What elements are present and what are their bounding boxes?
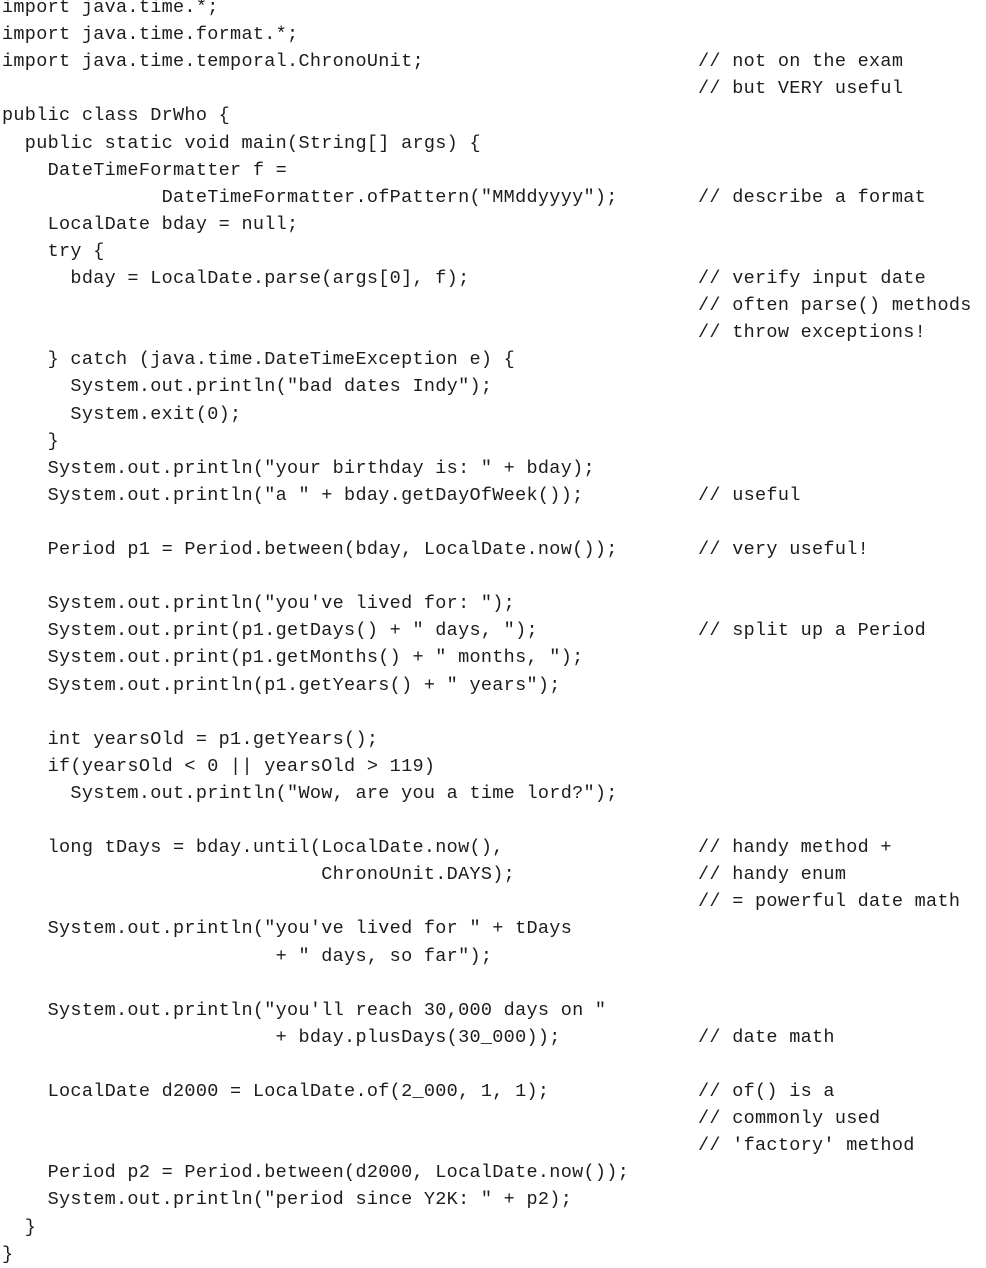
- code-line: [0, 292, 986, 319]
- code-text: }: [2, 1243, 14, 1265]
- code-line: [0, 48, 986, 75]
- code-text: + bday.plusDays(30_000));: [2, 1026, 561, 1048]
- code-line: [0, 509, 986, 536]
- code-line: [0, 482, 986, 509]
- code-text: + " days, so far");: [2, 945, 493, 967]
- code-line: [0, 834, 986, 861]
- code-line: [0, 699, 986, 726]
- code-line: [0, 21, 986, 48]
- code-text: System.out.print(p1.getMonths() + " months, ");: [2, 647, 584, 669]
- code-comment: // often parse() methods: [698, 295, 972, 317]
- code-line: [0, 373, 986, 400]
- code-text: if(yearsOld < 0 || yearsOld > 119): [2, 755, 436, 777]
- code-text: long tDays = bday.until(LocalDate.now(),: [2, 837, 504, 859]
- code-line: [0, 1132, 986, 1159]
- code-line: [0, 617, 986, 644]
- code-text: Period p1 = Period.between(bday, LocalDate.now());: [2, 539, 618, 560]
- code-line: [0, 672, 986, 699]
- code-comment: // describe a format: [698, 186, 927, 208]
- code-text: DateTimeFormatter f =: [2, 159, 288, 181]
- code-text: public static void main(String[] args) {: [2, 132, 481, 154]
- code-comment: // verify input date: [698, 268, 927, 289]
- code-text: public class DrWho {: [2, 105, 231, 127]
- code-text: import java.time.temporal.ChronoUnit;: [2, 51, 424, 73]
- code-line: [0, 211, 986, 238]
- code-comment: // useful: [698, 484, 801, 506]
- code-line: [0, 590, 986, 617]
- code-line: [0, 157, 986, 184]
- code-line: [0, 807, 986, 834]
- code-line: [0, 1024, 986, 1051]
- code-text: try {: [2, 240, 105, 262]
- code-text: System.out.print(p1.getDays() + " days, ");: [2, 620, 538, 642]
- code-line: [0, 1241, 986, 1268]
- code-text: }: [2, 430, 60, 452]
- code-line: [0, 265, 986, 292]
- code-line: [0, 915, 986, 942]
- code-comment: // commonly used: [698, 1108, 881, 1130]
- code-line: [0, 75, 986, 102]
- code-text: LocalDate bday = null;: [2, 213, 299, 235]
- code-line: [0, 563, 986, 590]
- code-line: [0, 0, 986, 21]
- code-text: ChronoUnit.DAYS);: [2, 864, 516, 886]
- code-line: [0, 1105, 986, 1132]
- code-line: [0, 888, 986, 915]
- code-line: [0, 1186, 986, 1213]
- code-text: System.out.println("Wow, are you a time lord?");: [2, 782, 618, 804]
- code-text: bday = LocalDate.parse(args[0], f);: [2, 268, 470, 289]
- code-text: int yearsOld = p1.getYears();: [2, 728, 379, 750]
- code-text: System.exit(0);: [2, 403, 242, 425]
- code-text: } catch (java.time.DateTimeException e) {: [2, 349, 516, 371]
- code-comment: // 'factory' method: [698, 1135, 915, 1157]
- code-line: [0, 1051, 986, 1078]
- code-text: Period p2 = Period.between(d2000, LocalDate.now());: [2, 1162, 630, 1184]
- code-text: System.out.println(p1.getYears() + " years");: [2, 674, 561, 696]
- code-comment: // but VERY useful: [698, 78, 904, 100]
- code-text: LocalDate d2000 = LocalDate.of(2_000, 1, 1);: [2, 1081, 550, 1102]
- code-comment: // handy enum: [698, 864, 847, 886]
- code-line: [0, 102, 986, 129]
- code-comment: // throw exceptions!: [698, 322, 927, 344]
- code-text: }: [2, 1216, 37, 1238]
- code-line: [0, 401, 986, 428]
- code-line: [0, 780, 986, 807]
- code-text: DateTimeFormatter.ofPattern("MMddyyyy");: [2, 186, 618, 208]
- code-line: [0, 130, 986, 157]
- code-line: [0, 970, 986, 997]
- code-line: [0, 238, 986, 265]
- code-line: [0, 455, 986, 482]
- code-text: System.out.println("period since Y2K: " + p2);: [2, 1189, 573, 1211]
- code-comment: // handy method +: [698, 837, 892, 859]
- code-line: [0, 644, 986, 671]
- code-line: [0, 428, 986, 455]
- code-line: [0, 319, 986, 346]
- code-line: [0, 1214, 986, 1241]
- code-text: System.out.println("you've lived for: ");: [2, 593, 516, 615]
- code-comment: // very useful!: [698, 539, 870, 560]
- code-text: import java.time.*;: [2, 0, 219, 18]
- code-line: [0, 536, 986, 563]
- code-comment: // = powerful date math: [698, 891, 961, 913]
- code-text: System.out.println("you've lived for " + tDays: [2, 918, 573, 940]
- code-text: System.out.println("a " + bday.getDayOfWeek());: [2, 484, 584, 506]
- code-line: [0, 943, 986, 970]
- code-line: [0, 753, 986, 780]
- code-line: [0, 861, 986, 888]
- code-text: System.out.println("your birthday is: " + bday);: [2, 457, 595, 479]
- code-comment: // split up a Period: [698, 620, 927, 642]
- code-line: [0, 184, 986, 211]
- code-text: import java.time.format.*;: [2, 24, 299, 46]
- code-text: System.out.println("bad dates Indy");: [2, 376, 493, 398]
- code-line: [0, 346, 986, 373]
- code-line: [0, 726, 986, 753]
- code-line: [0, 997, 986, 1024]
- code-comment: // not on the exam: [698, 51, 904, 73]
- code-comment: // of() is a: [698, 1081, 835, 1102]
- code-comment: // date math: [698, 1026, 835, 1048]
- code-text: System.out.println("you'll reach 30,000 days on ": [2, 999, 607, 1021]
- code-line: [0, 1159, 986, 1186]
- code-line: [0, 1078, 986, 1105]
